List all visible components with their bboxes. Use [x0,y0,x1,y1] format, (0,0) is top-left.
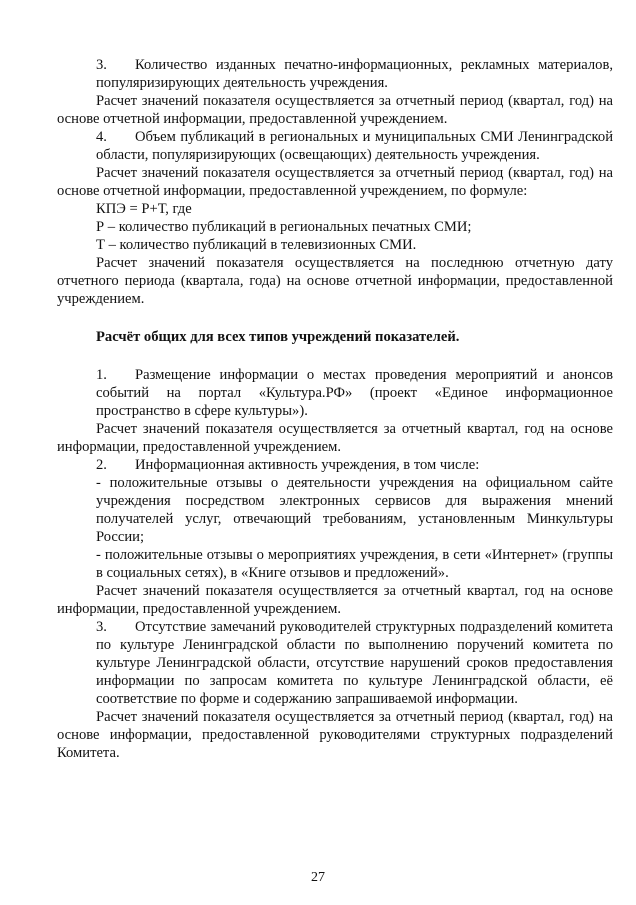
bullet-item: - положительные отзывы о мероприятиях учреждения, в сети «Интернет» (группы в социальных сетях), в «Книге отзывов и предложений». [96,547,613,581]
indicator-item-info-activity [57,456,613,474]
formula: КПЭ = Р+Т, где [96,201,192,217]
indicator-item-printed-materials [57,56,613,92]
indicator-item-kultura-rf [57,366,613,420]
item-number: 1. [96,367,107,383]
item-text: Информационная активность учреждения, в том числе: [135,457,480,473]
document-page [57,56,613,762]
item-number: 2. [96,457,107,473]
bullet-item: - положительные отзывы о деятельности учреждения на официальном сайте учреждения посредством электронных сервисов для выражения мнений получателей услуг, отвечающий требованиям, установленным Минкультуры России; [96,475,613,545]
item-text: Количество изданных печатно-информационных, рекламных материалов, популяризирующих деятельность учреждения. [96,57,613,91]
calculation-paragraph: Расчет значений показателя осуществляется за отчетный период (квартал, год) на основе отчетной информации, предоставленной учреждением. [57,93,613,127]
formula-variable-p: Р – количество публикаций в региональных печатных СМИ; [96,219,472,235]
calculation-paragraph: Расчет значений показателя осуществляется за отчетный период (квартал, год) на основе отчетной информации, предоставленной учреждением, по формуле: [57,165,613,199]
item-text: Отсутствие замечаний руководителей структурных подразделений комитета по культуре Ленинградской области по выполнению поручений комитета по культуре Ленинградской области, отсутствие нарушений сроков предоставления информации по запросам комитета по культуре Ленинградской области, её соответствие по форме и содержанию запрашиваемой информации. [96,619,613,707]
item-number: 3. [96,57,107,73]
item-number: 4. [96,129,107,145]
indicator-item-publications [57,128,613,164]
formula-variable-t: Т – количество публикаций в телевизионных СМИ. [96,237,417,253]
item-number: 3. [96,619,107,635]
calculation-paragraph: Расчет значений показателя осуществляется за отчетный квартал, год на основе информации, предоставленной учреждением. [57,583,613,617]
section-heading: Расчёт общих для всех типов учреждений показателей. [96,329,460,345]
calculation-paragraph: Расчет значений показателя осуществляется за отчетный период (квартал, год) на основе информации, предоставленной руководителями структурных подразделений Комитета. [57,709,613,761]
item-text: Размещение информации о местах проведения мероприятий и анонсов событий на портал «Культура.РФ» (проект «Единое информационное пространство в сфере культуры»). [96,367,613,419]
calculation-paragraph: Расчет значений показателя осуществляется на последнюю отчетную дату отчетного периода (квартала, года) на основе отчетной информации, предоставленной учреждением. [57,255,613,307]
calculation-paragraph: Расчет значений показателя осуществляется за отчетный квартал, год на основе информации, предоставленной учреждением. [57,421,613,455]
page-number: 27 [311,870,325,885]
item-text: Объем публикаций в региональных и муниципальных СМИ Ленинградской области, популяризирующих (освещающих) деятельность учреждения. [96,129,613,163]
indicator-item-no-remarks [57,618,613,708]
